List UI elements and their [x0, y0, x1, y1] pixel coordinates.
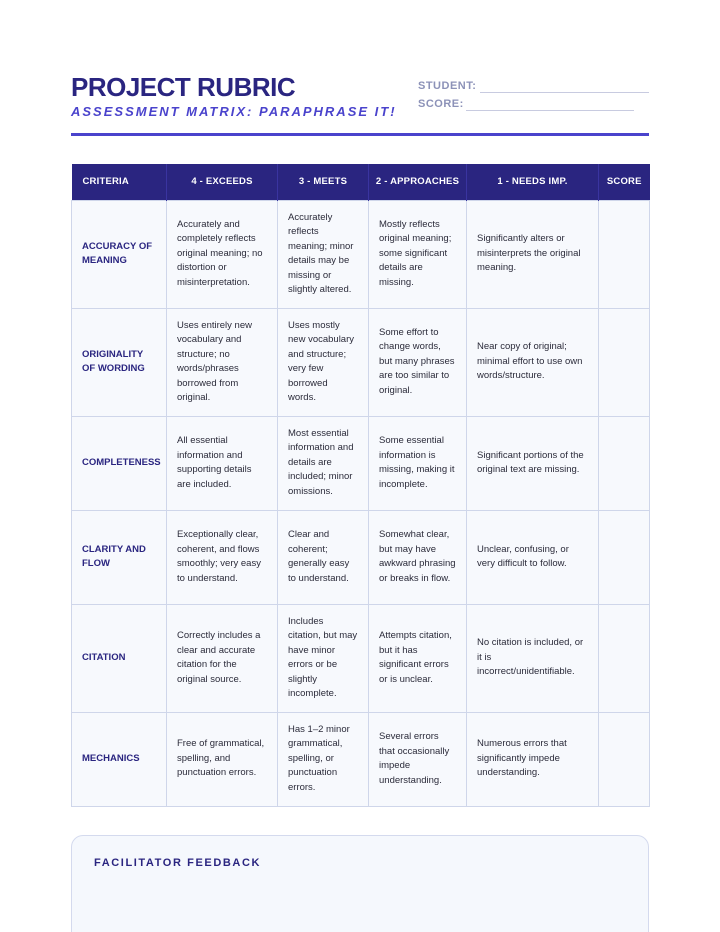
needs-improvement-cell: Numerous errors that significantly impede understanding.	[467, 712, 599, 806]
student-info-fields	[418, 80, 649, 116]
exceeds-cell: All essential information and supporting details are included.	[167, 416, 278, 510]
score-cell[interactable]	[599, 308, 650, 416]
needs-improvement-cell: Significantly alters or misinterprets the original meaning.	[467, 200, 599, 308]
criteria-cell: MECHANICS	[72, 712, 167, 806]
table-row	[72, 308, 650, 416]
feedback-title: FACILITATOR FEEDBACK	[94, 857, 262, 869]
score-cell[interactable]	[599, 416, 650, 510]
needs-improvement-cell: Unclear, confusing, or very difficult to follow.	[467, 510, 599, 604]
criteria-cell: CITATION	[72, 604, 167, 712]
approaches-cell: Mostly reflects original meaning; some significant details are missing.	[369, 200, 467, 308]
header-approaches: 2 - APPROACHES	[369, 164, 467, 200]
approaches-cell: Some essential information is missing, making it incomplete.	[369, 416, 467, 510]
header-meets: 3 - MEETS	[278, 164, 369, 200]
criteria-cell: CLARITY AND FLOW	[72, 510, 167, 604]
meets-cell: Clear and coherent; generally easy to understand.	[278, 510, 369, 604]
header-needs-improvement: 1 - NEEDS IMP.	[467, 164, 599, 200]
exceeds-cell: Exceptionally clear, coherent, and flows smoothly; very easy to understand.	[167, 510, 278, 604]
header-score: SCORE	[599, 164, 650, 200]
meets-cell: Uses mostly new vocabulary and structure; very few borrowed words.	[278, 308, 369, 416]
score-cell[interactable]	[599, 200, 650, 308]
score-cell[interactable]	[599, 712, 650, 806]
table-row	[72, 416, 650, 510]
approaches-cell: Some effort to change words, but many phrases are too similar to original.	[369, 308, 467, 416]
rubric-header	[71, 72, 649, 136]
student-field[interactable]	[418, 80, 649, 98]
table-row	[72, 712, 650, 806]
table-row	[72, 510, 650, 604]
needs-improvement-cell: No citation is included, or it is incorrect/unidentifiable.	[467, 604, 599, 712]
score-field[interactable]	[418, 98, 649, 116]
approaches-cell: Somewhat clear, but may have awkward phrasing or breaks in flow.	[369, 510, 467, 604]
approaches-cell: Several errors that occasionally impede understanding.	[369, 712, 467, 806]
page-title: PROJECT RUBRIC	[71, 72, 296, 102]
table-row	[72, 200, 650, 308]
student-label: STUDENT:	[418, 80, 477, 92]
header-criteria: CRITERIA	[72, 164, 167, 200]
header-exceeds: 4 - EXCEEDS	[167, 164, 278, 200]
score-line	[466, 110, 634, 111]
meets-cell: Most essential information and details are included; minor omissions.	[278, 416, 369, 510]
approaches-cell: Attempts citation, but it has significant errors or is unclear.	[369, 604, 467, 712]
table-header-row	[72, 164, 650, 200]
table-row	[72, 604, 650, 712]
exceeds-cell: Accurately and completely reflects original meaning; no distortion or misinterpretation.	[167, 200, 278, 308]
facilitator-feedback-box[interactable]	[71, 835, 649, 932]
criteria-cell: ACCURACY OF MEANING	[72, 200, 167, 308]
meets-cell: Includes citation, but may have minor errors or be slightly incomplete.	[278, 604, 369, 712]
student-line	[480, 92, 649, 93]
exceeds-cell: Uses entirely new vocabulary and structure; no words/phrases borrowed from original.	[167, 308, 278, 416]
exceeds-cell: Free of grammatical, spelling, and punctuation errors.	[167, 712, 278, 806]
meets-cell: Has 1–2 minor grammatical, spelling, or punctuation errors.	[278, 712, 369, 806]
rubric-table	[71, 164, 650, 807]
needs-improvement-cell: Near copy of original; minimal effort to use own words/structure.	[467, 308, 599, 416]
needs-improvement-cell: Significant portions of the original text are missing.	[467, 416, 599, 510]
meets-cell: Accurately reflects meaning; minor details may be missing or slightly altered.	[278, 200, 369, 308]
score-cell[interactable]	[599, 604, 650, 712]
score-cell[interactable]	[599, 510, 650, 604]
criteria-cell: COMPLETENESS	[72, 416, 167, 510]
page-subtitle: ASSESSMENT MATRIX: PARAPHRASE IT!	[71, 104, 397, 119]
exceeds-cell: Correctly includes a clear and accurate citation for the original source.	[167, 604, 278, 712]
criteria-cell: ORIGINALITY OF WORDING	[72, 308, 167, 416]
header-divider	[71, 133, 649, 136]
score-label: SCORE:	[418, 98, 464, 110]
